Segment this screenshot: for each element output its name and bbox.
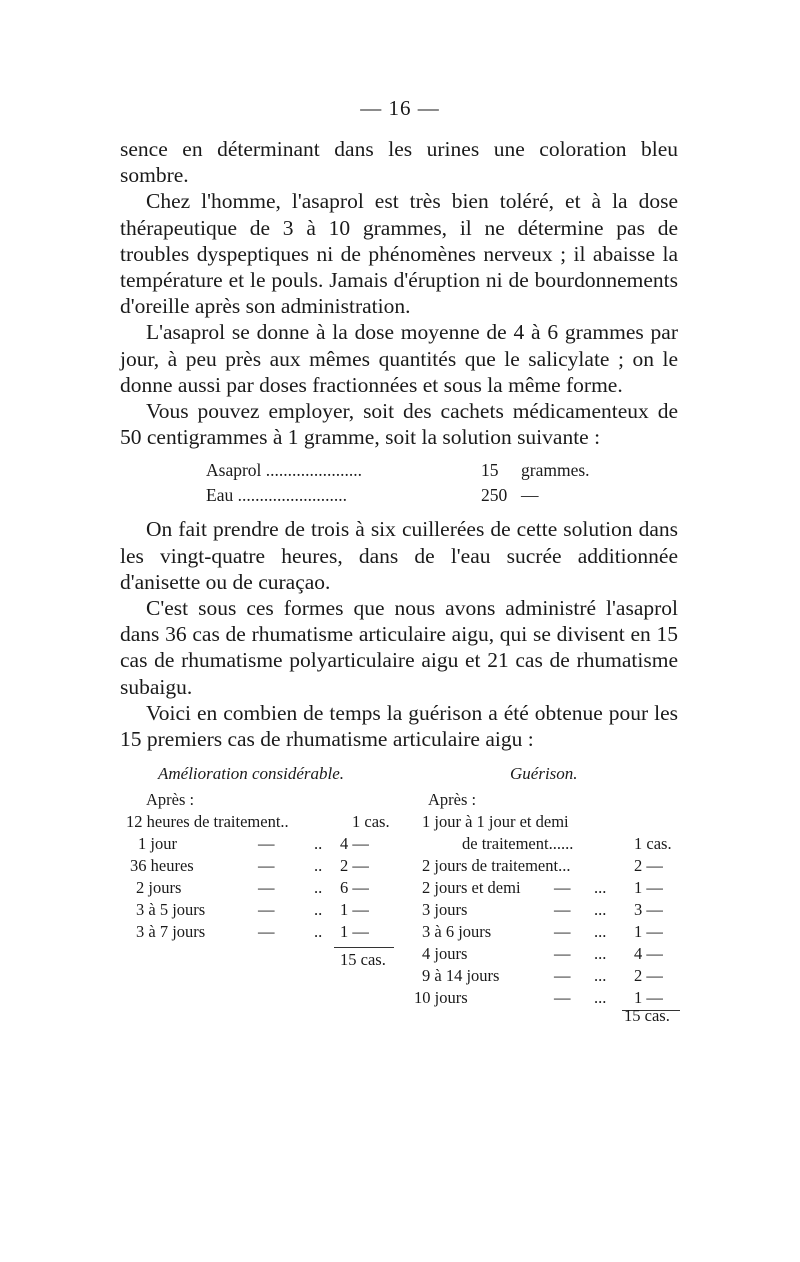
guerison-time: 9 à 14 jours bbox=[422, 966, 500, 985]
formula-table bbox=[120, 458, 678, 510]
guerison-dash: — bbox=[554, 988, 571, 1007]
amelioration-dots: .. bbox=[314, 922, 323, 941]
amelioration-count: 6 — bbox=[340, 878, 369, 897]
amelioration-dots: .. bbox=[314, 834, 323, 853]
amelioration-dash: — bbox=[258, 922, 275, 941]
guerison-dots: ... bbox=[594, 966, 607, 985]
paragraph: sence en déterminant dans les urines une coloration bleu sombre. bbox=[120, 137, 678, 188]
formula-ingredient: Eau ......................... bbox=[206, 485, 347, 506]
page-number: — 16 — bbox=[360, 96, 440, 120]
apres-label: Après : bbox=[146, 790, 195, 809]
guerison-dash: — bbox=[554, 944, 571, 963]
amelioration-dots: .. bbox=[314, 878, 323, 897]
amelioration-time: 36 heures bbox=[130, 856, 194, 875]
formula-quantity: 250 bbox=[481, 485, 508, 506]
paragraph: Vous pouvez employer, soit des cachets médicamenteux de 50 centigrammes à 1 gramme, soit la solution suivante : bbox=[120, 399, 678, 450]
guerison-count: 3 — bbox=[634, 900, 663, 919]
guerison-dots: ... bbox=[594, 922, 607, 941]
amelioration-dash: — bbox=[258, 834, 275, 853]
amelioration-time: 3 à 7 jours bbox=[136, 922, 206, 941]
apres-label: Après : bbox=[428, 790, 477, 809]
guerison-time: 2 jours de traitement... bbox=[422, 856, 571, 875]
amelioration-dots: .. bbox=[314, 900, 323, 919]
paragraph: Chez l'homme, l'asaprol est très bien toléré, et à la dose thérapeutique de 3 à 10 grammes, il ne détermine pas de troubles dyspeptiques ni de phénomènes nerveux ; il abaisse la température et le pouls. Jamais d'éruption ni de bourdonnements d'oreille après son administration. bbox=[120, 189, 678, 319]
formula-quantity: 15 bbox=[481, 460, 499, 481]
guerison-dots: ... bbox=[594, 988, 607, 1007]
guerison-time: 2 jours et demi bbox=[422, 878, 521, 897]
amelioration-dots: .. bbox=[314, 856, 323, 875]
body-text bbox=[120, 136, 678, 752]
amelioration-count: 4 — bbox=[340, 834, 369, 853]
guerison-count: 4 — bbox=[634, 944, 663, 963]
guerison-count: 1 — bbox=[634, 922, 663, 941]
column-title-guerison: Guérison. bbox=[510, 764, 578, 783]
guerison-count: 2 — bbox=[634, 966, 663, 985]
guerison-dots: ... bbox=[594, 944, 607, 963]
guerison-time: 3 à 6 jours bbox=[422, 922, 492, 941]
guerison-dash: — bbox=[554, 900, 571, 919]
guerison-time-continued: de traitement...... bbox=[462, 834, 574, 853]
amelioration-time: 1 jour bbox=[138, 834, 177, 853]
guerison-time: 10 jours bbox=[414, 988, 468, 1007]
amelioration-dash: — bbox=[258, 856, 275, 875]
amelioration-count: 2 — bbox=[340, 856, 369, 875]
guerison-dots: ... bbox=[594, 900, 607, 919]
guerison-time: 4 jours bbox=[422, 944, 468, 963]
amelioration-count: 1 — bbox=[340, 922, 369, 941]
sum-rule bbox=[334, 947, 394, 948]
paragraph: L'asaprol se donne à la dose moyenne de 4 à 6 grammes par jour, à peu près aux mêmes quantités que le salicylate ; on le donne aussi par doses fractionnées et sous la même forme. bbox=[120, 320, 678, 397]
guerison-count: 1 — bbox=[634, 988, 663, 1007]
amelioration-count: 1 cas. bbox=[352, 812, 390, 831]
amelioration-time: 12 heures de traitement.. bbox=[126, 812, 289, 831]
guerison-dash: — bbox=[554, 966, 571, 985]
guerison-dash: — bbox=[554, 922, 571, 941]
guerison-dots: ... bbox=[594, 878, 607, 897]
paragraph: On fait prendre de trois à six cuillerées de cette solution dans les vingt-quatre heures, dans de l'eau sucrée additionnée d'anisette ou de curaçao. bbox=[120, 517, 678, 594]
guerison-count: 2 — bbox=[634, 856, 663, 875]
column-title-amelioration: Amélioration considérable. bbox=[158, 764, 345, 783]
paragraph: C'est sous ces formes que nous avons administré l'asaprol dans 36 cas de rhumatisme articulaire aigu, qui se divisent en 15 cas de rhumatisme polyarticulaire aigu et 21 cas de rhumatisme subaigu. bbox=[120, 596, 678, 699]
formula-unit: grammes. bbox=[521, 460, 590, 481]
formula-ingredient: Asaprol ...................... bbox=[206, 460, 363, 481]
paragraph: Voici en combien de temps la guérison a été obtenue pour les 15 premiers cas de rhumatisme articulaire aigu : bbox=[120, 700, 678, 752]
guerison-count: 1 — bbox=[634, 878, 663, 897]
amelioration-time: 3 à 5 jours bbox=[136, 900, 206, 919]
guerison-count: 1 cas. bbox=[634, 834, 672, 853]
guerison-time: 3 jours bbox=[422, 900, 468, 919]
guerison-total: 15 cas. bbox=[624, 1006, 670, 1025]
formula-unit: — bbox=[521, 485, 539, 506]
amelioration-time: 2 jours bbox=[136, 878, 182, 897]
amelioration-dash: — bbox=[258, 900, 275, 919]
guerison-time: 1 jour à 1 jour et demi bbox=[422, 812, 569, 831]
guerison-dash: — bbox=[554, 878, 571, 897]
amelioration-count: 1 — bbox=[340, 900, 369, 919]
amelioration-total: 15 cas. bbox=[340, 950, 386, 969]
amelioration-dash: — bbox=[258, 878, 275, 897]
